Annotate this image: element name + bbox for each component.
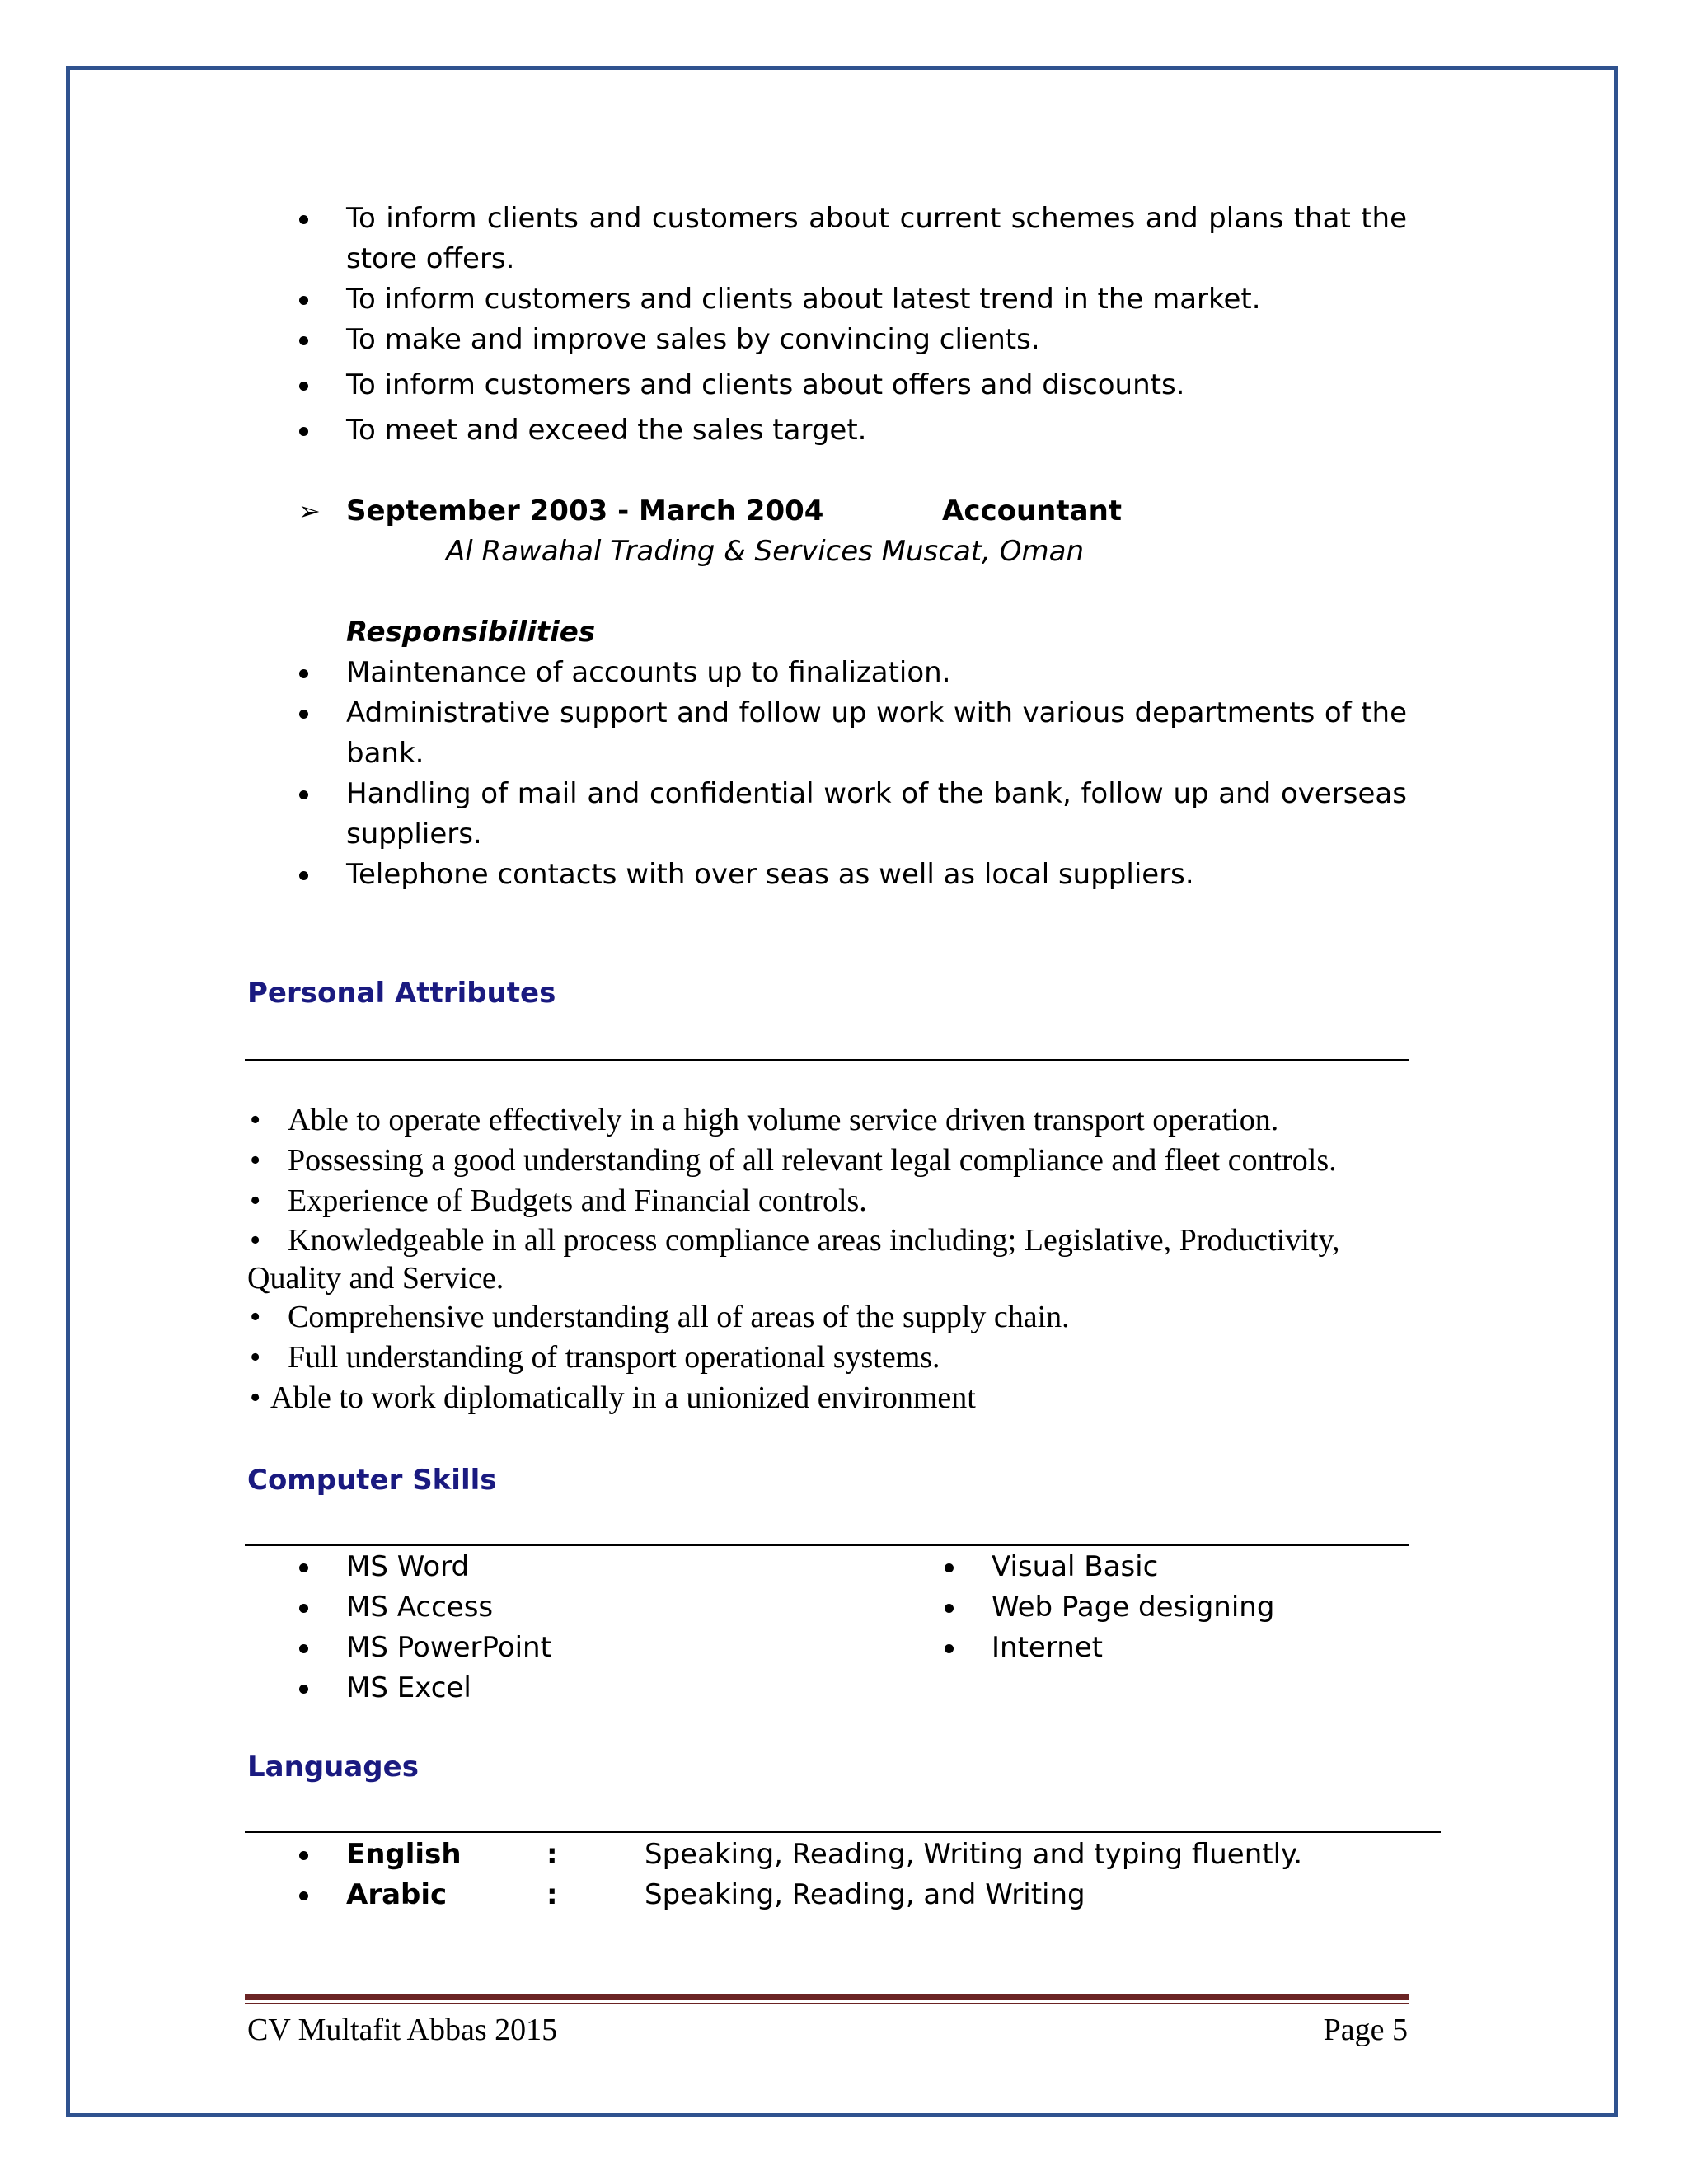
list-item: Administrative support and follow up work with various departments of the bank.	[346, 693, 1407, 774]
list-item: To inform clients and customers about current schemes and plans that the store offers.	[346, 199, 1407, 279]
computer-skills-col1	[346, 1547, 841, 1708]
list-item: • Experience of Budgets and Financial controls.	[250, 1183, 867, 1218]
list-item: • Able to operate effectively in a high volume service driven transport operation.	[250, 1103, 1279, 1137]
personal-attributes-list	[247, 1100, 1409, 1418]
list-item: To inform customers and clients about latest trend in the market.	[346, 279, 1407, 320]
job2-responsibilities-label: Responsibilities	[346, 616, 596, 649]
job2-arrow-icon: ➢	[298, 495, 321, 527]
list-item: MS PowerPoint	[346, 1628, 841, 1668]
list-item: Maintenance of accounts up to finalization.	[346, 653, 1407, 693]
list-item: MS Word	[346, 1547, 841, 1587]
language-row-english	[346, 1835, 1418, 1875]
footer-page-number: Page 5	[1323, 2013, 1408, 2047]
list-item: • Full understanding of transport operational systems.	[250, 1340, 940, 1375]
bullet	[299, 1891, 308, 1900]
list-item: Handling of mail and confidential work of the bank, follow up and overseas suppliers.	[346, 774, 1407, 855]
language-row-arabic	[346, 1875, 1418, 1915]
list-item: • Able to work diplomatically in a unionized environment	[250, 1380, 976, 1415]
language-separator: :	[546, 1838, 558, 1871]
job2-period: September 2003 - March 2004	[346, 494, 824, 527]
list-item: Visual Basic	[992, 1547, 1404, 1587]
computer-skills-heading: Computer Skills	[247, 1464, 497, 1497]
list-item: MS Access	[346, 1587, 841, 1628]
languages-heading: Languages	[247, 1750, 419, 1783]
list-item: To make and improve sales by convincing clients.	[346, 320, 1407, 360]
footer-rule-thin	[245, 2003, 1409, 2004]
job2-title: Accountant	[942, 494, 1123, 527]
list-item: • Knowledgeable in all process compliance areas including; Legislative, Productivity, Quality and Service.	[247, 1223, 1340, 1296]
personal-attributes-heading: Personal Attributes	[247, 977, 556, 1010]
language-name: English	[346, 1838, 462, 1871]
list-item: To inform customers and clients about offers and discounts.	[346, 365, 1407, 405]
list-item: MS Excel	[346, 1668, 841, 1708]
divider	[245, 1544, 1409, 1546]
job2-company: Al Rawahal Trading & Services Muscat, Oman	[446, 535, 1084, 568]
list-item: • Comprehensive understanding all of areas of the supply chain.	[250, 1300, 1070, 1334]
list-item: Web Page designing	[992, 1587, 1404, 1628]
list-item: Internet	[992, 1628, 1404, 1668]
computer-skills-col2	[992, 1547, 1404, 1668]
list-item: Telephone contacts with over seas as well as local suppliers.	[346, 855, 1407, 895]
language-separator: :	[546, 1878, 558, 1911]
list-item: To meet and exceed the sales target.	[346, 410, 1407, 451]
language-level: Speaking, Reading, and Writing	[645, 1878, 1085, 1911]
divider	[245, 1831, 1441, 1833]
job2-bullets	[346, 653, 1407, 895]
footer-rule	[245, 1994, 1409, 2000]
footer-left: CV Multafit Abbas 2015	[247, 2013, 558, 2047]
job1-bullets	[346, 199, 1407, 451]
list-item: • Possessing a good understanding of all relevant legal compliance and fleet controls.	[250, 1143, 1337, 1178]
language-level: Speaking, Reading, Writing and typing fluently.	[645, 1838, 1303, 1871]
divider	[245, 1059, 1409, 1061]
language-name: Arabic	[346, 1878, 448, 1911]
bullet	[299, 1851, 308, 1860]
